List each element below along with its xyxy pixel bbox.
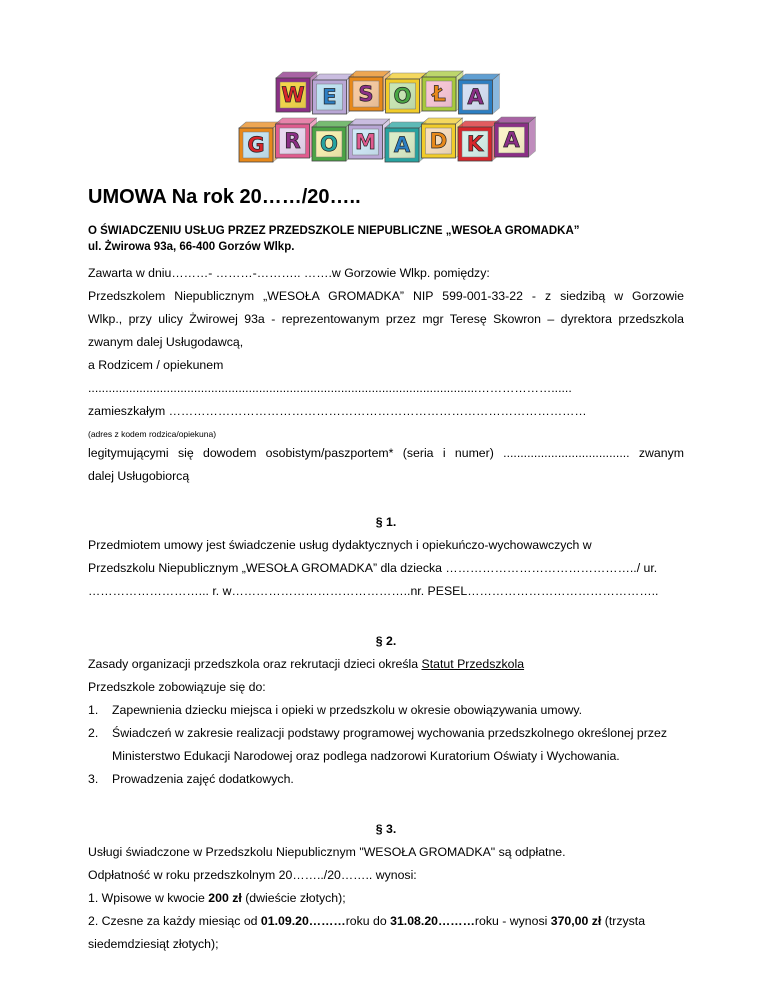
fee-date-from: 01.09.20……… — [260, 914, 346, 928]
fee-text: roku do — [345, 914, 391, 928]
logo-letter: K — [466, 131, 484, 156]
logo-letter: Ł — [432, 81, 446, 106]
list-item — [88, 768, 684, 791]
fee-monthly-line-2: siedemdziesiąt złotych); — [88, 937, 219, 951]
list-item-continuation: Ministerstwo Edukacji Narodowej oraz podlega nadzorowi Kuratorium Oświaty i Wychowania. — [112, 749, 620, 763]
intro-provider-line: Przedszkolem Niepublicznym „WESOŁA GROMADKA” NIP 599-001-33-22 - z siedzibą w Gorzowie — [88, 289, 684, 303]
fee-monthly-line — [88, 910, 684, 933]
logo-letter-block — [349, 119, 390, 159]
logo-letter-block — [276, 118, 317, 158]
fee-text: (trzysta — [601, 914, 646, 928]
logo-letter-block — [312, 121, 353, 161]
logo-wesola-gromadka — [0, 66, 768, 178]
section-3-line-2: Odpłatność w roku przedszkolnym 20……../20…….. wynosi: — [88, 868, 417, 882]
logo-letter-block — [495, 117, 536, 157]
logo-letter-block — [385, 122, 426, 162]
list-item-number: 1. — [88, 703, 99, 717]
list-item — [88, 722, 684, 745]
id-document-line: legitymującymi się dowodem osobistym/paszportem* (seria i numer) ..................................... zwanym — [88, 446, 684, 460]
logo-letter-block — [386, 73, 427, 113]
logo-letter-block — [276, 72, 317, 112]
logo-letter: E — [322, 84, 337, 109]
logo-letter: W — [281, 82, 305, 107]
id-document-line-2: dalej Usługobiorcą — [88, 469, 190, 483]
entry-fee-amount: 200 zł — [208, 891, 242, 905]
intro-date-line: Zawarta w dniu………- ………-……….. …….w Gorzowie Wlkp. pomiędzy: — [88, 266, 490, 280]
logo-letter-block — [239, 122, 280, 162]
list-item-text: Świadczeń w zakresie realizacji podstawy programowej wychowania przedszkolnego określonej przez — [112, 726, 667, 740]
section-2-line-2: Przedszkole zobowiązuje się do: — [88, 680, 266, 694]
section-1-line-1: Przedmiotem umowy jest świadczenie usług dydaktycznych i opiekuńczo-wychowawczych w — [88, 538, 592, 552]
document-subtitle: O ŚWIADCZENIU USŁUG PRZEZ PRZEDSZKOLE NIEPUBLICZNE „WESOŁA GROMADKA” — [88, 225, 580, 237]
logo-letter: A — [503, 127, 520, 152]
logo-letter: O — [393, 83, 412, 108]
fee-text: (dwieście złotych); — [241, 891, 346, 905]
fee-text: roku - wynosi — [474, 914, 551, 928]
section-2-heading: § 2. — [375, 634, 397, 648]
list-item-text: Zapewnienia dziecku miejsca i opieki w przedszkolu w okresie obowiązywania umowy. — [112, 703, 582, 717]
parent-name-blank: ..................................................................................................................………………...... — [88, 381, 572, 395]
logo-letter-block — [459, 74, 500, 114]
logo-letter-block — [458, 121, 499, 161]
list-item — [88, 699, 684, 722]
section-3-heading: § 3. — [375, 822, 397, 836]
logo-letter-block — [349, 71, 390, 111]
logo-letter: A — [467, 84, 484, 109]
logo-letter: D — [429, 128, 448, 153]
logo-letter: G — [247, 132, 265, 157]
section-1-line-2: Przedszkolu Niepublicznym „WESOŁA GROMADKA” dla dziecka ………………………………………../ ur. — [88, 561, 658, 575]
fee-date-to: 31.08.20……… — [390, 914, 475, 928]
logo-letter-block — [422, 71, 463, 111]
monthly-fee-amount: 370,00 zł — [550, 914, 602, 928]
document-title: UMOWA Na rok 20……/20….. — [88, 186, 361, 208]
statute-link[interactable]: Statut Przedszkola — [421, 657, 525, 671]
address-caption: (adres z kodem rodzica/opiekuna) — [88, 429, 217, 439]
section-3-line-1: Usługi świadczone w Przedszkolu Niepublicznym "WESOŁA GROMADKA" są odpłatne. — [88, 845, 566, 859]
list-item-number: 3. — [88, 772, 99, 786]
address-blank: zamieszkałym ………………………………………………………………………………………… — [88, 404, 587, 418]
list-item-text: Prowadzenia zajęć dodatkowych. — [112, 772, 294, 786]
fee-text: 1. Wpisowe w kwocie — [88, 891, 209, 905]
fee-text: 2. Czesne za każdy miesiąc od — [88, 914, 261, 928]
list-item-number: 2. — [88, 726, 99, 740]
section-2-text: Zasady organizacji przedszkola oraz rekrutacji dzieci określa — [88, 657, 422, 671]
intro-provider-line-2: Wlkp., przy ulicy Żwirowej 93a - reprezentowanym przez mgr Teresę Skowron – dyrektora przedszkola — [88, 312, 684, 326]
logo-letter: M — [355, 129, 376, 154]
section-2-line-1 — [88, 653, 684, 676]
document-address: ul. Żwirowa 93a, 66-400 Gorzów Wlkp. — [88, 241, 295, 253]
logo-letter: A — [393, 132, 411, 157]
section-1-heading: § 1. — [375, 515, 397, 529]
fee-entry-line — [88, 887, 684, 910]
logo-letter: S — [358, 81, 374, 106]
section-1-line-3: ………………………... r. w……………………………………..nr. PESEL……………………………………….. — [88, 584, 659, 598]
intro-provider-line-3: zwanym dalej Usługodawcą, — [88, 335, 244, 349]
logo-letter-block — [313, 74, 354, 114]
logo-letter: O — [320, 131, 338, 156]
contract-body — [88, 262, 684, 956]
logo-letter: R — [284, 128, 301, 153]
intro-parent-line: a Rodzicem / opiekunem — [88, 358, 224, 372]
logo-letter-block — [422, 118, 463, 158]
